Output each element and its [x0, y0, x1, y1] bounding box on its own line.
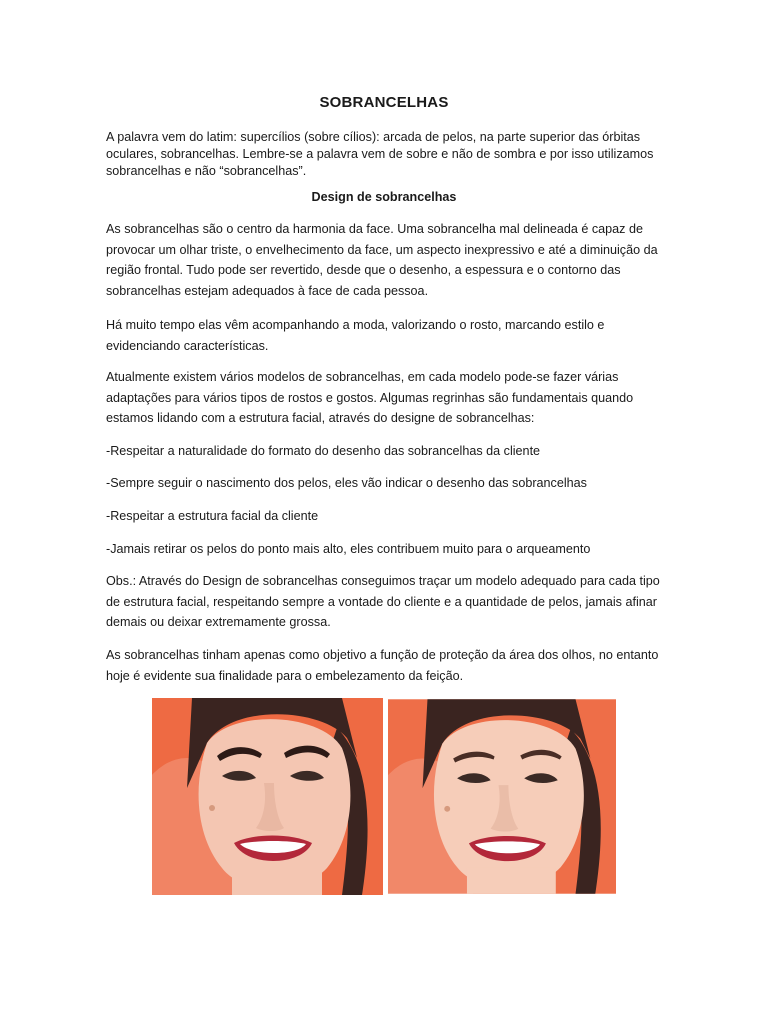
portrait-image: [152, 698, 383, 895]
rule-item: -Sempre seguir o nascimento dos pelos, eles vão indicar o desenho das sobrancelhas: [106, 476, 587, 490]
rule-item: -Respeitar a naturalidade do formato do desenho das sobrancelhas da cliente: [106, 444, 541, 458]
photo-before: [152, 698, 383, 895]
paragraph-fashion: Há muito tempo elas vêm acompanhando a moda, valorizando o rosto, marcando estilo e evidenciando características.: [106, 318, 605, 353]
photo-after: [388, 698, 616, 895]
section-heading: Design de sobrancelhas: [311, 190, 457, 204]
page-title: SOBRANCELHAS: [319, 94, 449, 111]
closing-paragraph: As sobrancelhas tinham apenas como objetivo a função de proteção da área dos olhos, no entanto hoje é evidente sua finalidade para o embelezamento da feição.: [106, 648, 659, 683]
rule-item: -Jamais retirar os pelos do ponto mais alto, eles contribuem muito para o arqueamento: [106, 542, 591, 556]
rule-item: -Respeitar a estrutura facial da cliente: [106, 509, 319, 523]
obs-paragraph: Obs.: Através do Design de sobrancelhas conseguimos traçar um modelo adequado para cada tipo de estrutura facial, respeitando sempre a vontade do cliente e a quantidade de pelos, jamais afinar demais ou deixar extremamente grossa.: [106, 574, 660, 629]
intro-paragraph: A palavra vem do latim: supercílios (sobre cílios): arcada de pelos, na parte superior das órbitas oculares, sobrancelhas. Lembre-se a palavra vem de sobre e não de sombra e por isso utilizamos sobrancelhas e não “sobrancelhas”.: [106, 130, 654, 178]
portrait-image: [388, 698, 616, 895]
paragraph-models: Atualmente existem vários modelos de sobrancelhas, em cada modelo pode-se fazer várias adaptações para vários tipos de rostos e gostos. Algumas regrinhas são fundamentais quando estamos lidando com a estrutura facial, através do designe de sobrancelhas:: [106, 370, 634, 425]
paragraph-harmony: As sobrancelhas são o centro da harmonia da face. Uma sobrancelha mal delineada é capaz de provocar um olhar triste, o envelhecimento da face, um aspecto inexpressivo e até a diminuição da região frontal. Tudo pode ser revertido, desde que o desenho, a espessura e o contorno das sobrancelhas estejam adequados à face de cada pessoa.: [106, 222, 658, 298]
